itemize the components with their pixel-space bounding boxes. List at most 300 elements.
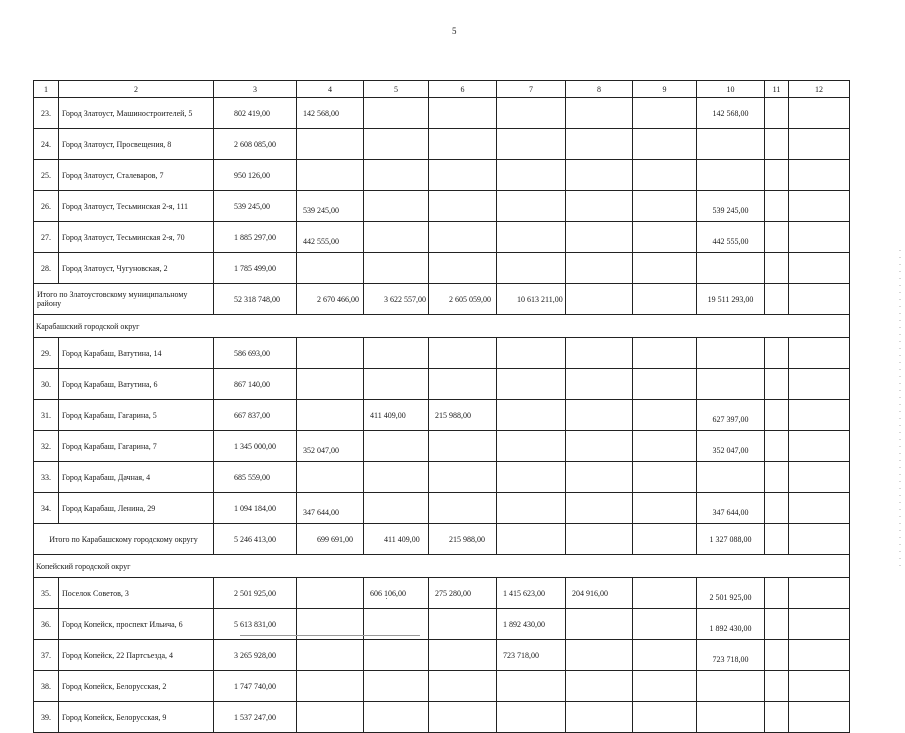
row-number: 24. bbox=[34, 129, 59, 160]
cell-c10 bbox=[697, 129, 765, 160]
cell-c12 bbox=[789, 253, 850, 284]
cell-c12 bbox=[789, 640, 850, 671]
cell-value: 347 644,00 bbox=[712, 508, 749, 517]
scan-edge-noise bbox=[899, 250, 901, 570]
cell-value: 352 047,00 bbox=[303, 446, 339, 455]
address-cell: Город Копейск, 22 Партсъезда, 4 bbox=[59, 640, 214, 671]
cell-c11 bbox=[765, 671, 789, 702]
cell-c8 bbox=[566, 338, 633, 369]
cell-c5 bbox=[364, 129, 429, 160]
cell-value: 1 885 297,00 bbox=[234, 232, 276, 242]
cell-c8 bbox=[566, 493, 633, 524]
cell-c10 bbox=[697, 493, 765, 524]
table-row bbox=[34, 129, 850, 160]
cell-c5 bbox=[364, 191, 429, 222]
cell-value: 802 419,00 bbox=[234, 108, 270, 118]
cell-value: 539 245,00 bbox=[303, 206, 339, 215]
cell-c5 bbox=[364, 369, 429, 400]
column-header-10: 10 bbox=[697, 81, 765, 98]
cell-c6 bbox=[429, 609, 497, 640]
cell-c9 bbox=[633, 671, 697, 702]
table-row bbox=[34, 702, 850, 733]
cell-c6 bbox=[429, 671, 497, 702]
cell-c4: 699 691,00 bbox=[297, 524, 364, 555]
cell-c10 bbox=[697, 338, 765, 369]
column-header-12: 12 bbox=[789, 81, 850, 98]
cell-c7 bbox=[497, 369, 566, 400]
cell-c11 bbox=[765, 400, 789, 431]
section-title: Карабашский городской округ bbox=[34, 315, 850, 338]
row-number: 31. bbox=[34, 400, 59, 431]
cell-value: 2 501 925,00 bbox=[709, 593, 752, 602]
cell-c4 bbox=[297, 222, 364, 253]
table-row bbox=[34, 578, 850, 609]
cell-c6: 215 988,00 bbox=[429, 524, 497, 555]
cell-c8 bbox=[566, 253, 633, 284]
cell-c8 bbox=[566, 462, 633, 493]
cell-c7 bbox=[497, 400, 566, 431]
address-cell: Город Копейск, проспект Ильича, 6 bbox=[59, 609, 214, 640]
table-row bbox=[34, 160, 850, 191]
cell-c11 bbox=[765, 609, 789, 640]
cell-c11 bbox=[765, 338, 789, 369]
column-header-1: 1 bbox=[34, 81, 59, 98]
cell-value: 723 718,00 bbox=[712, 655, 749, 664]
table-body bbox=[34, 81, 850, 733]
cell-c12 bbox=[789, 400, 850, 431]
cell-c9 bbox=[633, 493, 697, 524]
cell-c7 bbox=[497, 431, 566, 462]
cell-c12 bbox=[789, 222, 850, 253]
cell-c7 bbox=[497, 222, 566, 253]
cell-c11 bbox=[765, 702, 789, 733]
table-row bbox=[34, 431, 850, 462]
cell-c7 bbox=[497, 702, 566, 733]
cell-c6 bbox=[429, 493, 497, 524]
cell-c6 bbox=[429, 338, 497, 369]
table-row bbox=[34, 222, 850, 253]
funding-table bbox=[33, 80, 850, 733]
cell-c7 bbox=[497, 524, 566, 555]
cell-c4 bbox=[297, 98, 364, 129]
cell-c8 bbox=[566, 98, 633, 129]
cell-value: 2 608 085,00 bbox=[234, 139, 276, 149]
cell-c6 bbox=[429, 191, 497, 222]
cell-c7 bbox=[497, 578, 566, 609]
row-number: 30. bbox=[34, 369, 59, 400]
cell-c3 bbox=[214, 431, 297, 462]
cell-c8 bbox=[566, 369, 633, 400]
cell-c9 bbox=[633, 129, 697, 160]
address-cell: Город Карабаш, Гагарина, 7 bbox=[59, 431, 214, 462]
cell-value: 1 345 000,00 bbox=[234, 441, 276, 451]
cell-c3 bbox=[214, 369, 297, 400]
cell-c4 bbox=[297, 640, 364, 671]
total-row bbox=[34, 524, 850, 555]
cell-c11 bbox=[765, 524, 789, 555]
cell-c5 bbox=[364, 338, 429, 369]
cell-c12 bbox=[789, 524, 850, 555]
cell-c3 bbox=[214, 253, 297, 284]
cell-c4 bbox=[297, 160, 364, 191]
row-number: 37. bbox=[34, 640, 59, 671]
cell-c12 bbox=[789, 578, 850, 609]
cell-c5 bbox=[364, 671, 429, 702]
cell-c9 bbox=[633, 191, 697, 222]
cell-c11 bbox=[765, 284, 789, 315]
cell-c6 bbox=[429, 578, 497, 609]
cell-value: 215 988,00 bbox=[435, 410, 471, 420]
cell-c9 bbox=[633, 462, 697, 493]
cell-c8 bbox=[566, 640, 633, 671]
column-header-11: 11 bbox=[765, 81, 789, 98]
cell-value: 1 785 499,00 bbox=[234, 263, 276, 273]
table-row bbox=[34, 338, 850, 369]
page-number: 5 bbox=[452, 26, 457, 36]
cell-c9 bbox=[633, 338, 697, 369]
cell-c12 bbox=[789, 338, 850, 369]
cell-c9 bbox=[633, 640, 697, 671]
cell-c6 bbox=[429, 222, 497, 253]
cell-c5 bbox=[364, 160, 429, 191]
cell-c8 bbox=[566, 431, 633, 462]
address-cell: Город Златоуст, Сталеваров, 7 bbox=[59, 160, 214, 191]
cell-c7 bbox=[497, 493, 566, 524]
cell-c10 bbox=[697, 222, 765, 253]
cell-c10 bbox=[697, 702, 765, 733]
cell-c12 bbox=[789, 98, 850, 129]
cell-c8 bbox=[566, 400, 633, 431]
column-header-5: 5 bbox=[364, 81, 429, 98]
row-number: 23. bbox=[34, 98, 59, 129]
row-number: 33. bbox=[34, 462, 59, 493]
cell-c11 bbox=[765, 222, 789, 253]
address-cell: Поселок Советов, 3 bbox=[59, 578, 214, 609]
cell-value: 204 916,00 bbox=[572, 588, 608, 598]
cell-c3: 5 246 413,00 bbox=[214, 524, 297, 555]
cell-c4 bbox=[297, 702, 364, 733]
row-number: 25. bbox=[34, 160, 59, 191]
cell-value: 586 693,00 bbox=[234, 348, 270, 358]
cell-c5: 3 622 557,00 bbox=[364, 284, 429, 315]
row-number: 34. bbox=[34, 493, 59, 524]
cell-c6 bbox=[429, 640, 497, 671]
cell-c3 bbox=[214, 160, 297, 191]
total-label: Итого по Карабашскому городскому округу bbox=[34, 524, 214, 555]
cell-value: 1 415 623,00 bbox=[503, 588, 545, 598]
cell-c3 bbox=[214, 578, 297, 609]
cell-c5 bbox=[364, 702, 429, 733]
cell-c5 bbox=[364, 493, 429, 524]
cell-c3 bbox=[214, 98, 297, 129]
cell-c11 bbox=[765, 160, 789, 191]
cell-value: 950 126,00 bbox=[234, 170, 270, 180]
column-header-2: 2 bbox=[59, 81, 214, 98]
cell-c12 bbox=[789, 702, 850, 733]
cell-c11 bbox=[765, 98, 789, 129]
cell-c9 bbox=[633, 702, 697, 733]
cell-c11 bbox=[765, 369, 789, 400]
cell-value: 539 245,00 bbox=[234, 201, 270, 211]
cell-c3 bbox=[214, 640, 297, 671]
table-row bbox=[34, 609, 850, 640]
table-row bbox=[34, 640, 850, 671]
cell-c6: 2 605 059,00 bbox=[429, 284, 497, 315]
cell-c8 bbox=[566, 222, 633, 253]
cell-c5 bbox=[364, 640, 429, 671]
column-header-4: 4 bbox=[297, 81, 364, 98]
cell-c10 bbox=[697, 98, 765, 129]
cell-c4 bbox=[297, 462, 364, 493]
cell-c3 bbox=[214, 462, 297, 493]
row-number: 27. bbox=[34, 222, 59, 253]
row-number: 26. bbox=[34, 191, 59, 222]
cell-c5 bbox=[364, 98, 429, 129]
cell-c12 bbox=[789, 431, 850, 462]
row-number: 35. bbox=[34, 578, 59, 609]
cell-c4 bbox=[297, 671, 364, 702]
cell-c9 bbox=[633, 284, 697, 315]
row-number: 29. bbox=[34, 338, 59, 369]
table-row bbox=[34, 671, 850, 702]
cell-c6 bbox=[429, 160, 497, 191]
cell-value: 347 644,00 bbox=[303, 508, 339, 517]
cell-c5 bbox=[364, 462, 429, 493]
cell-c11 bbox=[765, 493, 789, 524]
cell-c12 bbox=[789, 369, 850, 400]
cell-value: 411 409,00 bbox=[370, 410, 406, 420]
table-row bbox=[34, 191, 850, 222]
cell-value: 685 559,00 bbox=[234, 472, 270, 482]
cell-c10 bbox=[697, 462, 765, 493]
cell-c7 bbox=[497, 462, 566, 493]
address-cell: Город Копейск, Белорусская, 9 bbox=[59, 702, 214, 733]
cell-c7 bbox=[497, 98, 566, 129]
address-cell: Город Карабаш, Ленина, 29 bbox=[59, 493, 214, 524]
address-cell: Город Златоуст, Просвещения, 8 bbox=[59, 129, 214, 160]
cell-c11 bbox=[765, 578, 789, 609]
cell-c12 bbox=[789, 284, 850, 315]
cell-c10 bbox=[697, 253, 765, 284]
cell-c12 bbox=[789, 462, 850, 493]
cell-c3 bbox=[214, 400, 297, 431]
cell-c4 bbox=[297, 431, 364, 462]
table-row bbox=[34, 253, 850, 284]
cell-value: 275 280,00 bbox=[435, 588, 471, 598]
cell-c9 bbox=[633, 160, 697, 191]
address-cell: Город Карабаш, Дачная, 4 bbox=[59, 462, 214, 493]
column-header-8: 8 bbox=[566, 81, 633, 98]
row-number: 32. bbox=[34, 431, 59, 462]
cell-c10 bbox=[697, 609, 765, 640]
cell-c9 bbox=[633, 524, 697, 555]
cell-c8 bbox=[566, 578, 633, 609]
cell-c6 bbox=[429, 462, 497, 493]
cell-c3: 52 318 748,00 bbox=[214, 284, 297, 315]
address-cell: Город Копейск, Белорусская, 2 bbox=[59, 671, 214, 702]
cell-c10 bbox=[697, 160, 765, 191]
cell-c12 bbox=[789, 129, 850, 160]
cell-c10 bbox=[697, 191, 765, 222]
cell-c9 bbox=[633, 400, 697, 431]
cell-c11 bbox=[765, 462, 789, 493]
cell-value: 627 397,00 bbox=[712, 415, 749, 424]
cell-c9 bbox=[633, 609, 697, 640]
cell-c5 bbox=[364, 578, 429, 609]
address-cell: Город Златоуст, Машиностроителей, 5 bbox=[59, 98, 214, 129]
cell-c6 bbox=[429, 129, 497, 160]
cell-c7 bbox=[497, 253, 566, 284]
cell-value: 1 094 184,00 bbox=[234, 503, 276, 513]
cell-c9 bbox=[633, 98, 697, 129]
address-cell: Город Карабаш, Гагарина, 5 bbox=[59, 400, 214, 431]
cell-c10 bbox=[697, 671, 765, 702]
cell-c3 bbox=[214, 671, 297, 702]
cell-c4 bbox=[297, 191, 364, 222]
total-label: Итого по Златоустовскому муниципальному району bbox=[34, 284, 214, 315]
cell-c8 bbox=[566, 524, 633, 555]
cell-c8 bbox=[566, 191, 633, 222]
table-row bbox=[34, 400, 850, 431]
cell-value: 3 265 928,00 bbox=[234, 650, 276, 660]
cell-value: 606 106,00 bbox=[370, 588, 406, 598]
cell-c6 bbox=[429, 400, 497, 431]
cell-c3 bbox=[214, 493, 297, 524]
cell-c7 bbox=[497, 160, 566, 191]
column-header-3: 3 bbox=[214, 81, 297, 98]
cell-c11 bbox=[765, 191, 789, 222]
cell-c10 bbox=[697, 578, 765, 609]
cell-value: 723 718,00 bbox=[503, 650, 539, 660]
cell-c10 bbox=[697, 400, 765, 431]
cell-c5 bbox=[364, 222, 429, 253]
cell-c6 bbox=[429, 369, 497, 400]
section-row bbox=[34, 315, 850, 338]
cell-c8 bbox=[566, 129, 633, 160]
scan-bottom-line bbox=[240, 635, 420, 636]
section-title: Копейский городской округ bbox=[34, 555, 850, 578]
cell-c4 bbox=[297, 369, 364, 400]
table-row bbox=[34, 369, 850, 400]
cell-c7 bbox=[497, 609, 566, 640]
cell-c7: 10 613 211,00 bbox=[497, 284, 566, 315]
cell-c11 bbox=[765, 129, 789, 160]
cell-c11 bbox=[765, 640, 789, 671]
cell-c8 bbox=[566, 284, 633, 315]
cell-c4 bbox=[297, 400, 364, 431]
cell-c10 bbox=[697, 640, 765, 671]
cell-c11 bbox=[765, 431, 789, 462]
cell-c4 bbox=[297, 129, 364, 160]
total-row bbox=[34, 284, 850, 315]
table-row bbox=[34, 493, 850, 524]
row-number: 28. bbox=[34, 253, 59, 284]
cell-c3 bbox=[214, 338, 297, 369]
cell-c8 bbox=[566, 702, 633, 733]
cell-c11 bbox=[765, 253, 789, 284]
cell-c9 bbox=[633, 431, 697, 462]
cell-c8 bbox=[566, 609, 633, 640]
row-number: 39. bbox=[34, 702, 59, 733]
cell-c5 bbox=[364, 400, 429, 431]
cell-c3 bbox=[214, 222, 297, 253]
cell-c8 bbox=[566, 160, 633, 191]
cell-c7 bbox=[497, 129, 566, 160]
cell-c12 bbox=[789, 671, 850, 702]
cell-c12 bbox=[789, 191, 850, 222]
cell-value: 142 568,00 bbox=[303, 108, 339, 118]
cell-value: 539 245,00 bbox=[712, 206, 749, 215]
column-header-9: 9 bbox=[633, 81, 697, 98]
cell-c10: 19 511 293,00 bbox=[697, 284, 765, 315]
cell-c6 bbox=[429, 702, 497, 733]
cell-c4 bbox=[297, 578, 364, 609]
column-header-7: 7 bbox=[497, 81, 566, 98]
cell-c4 bbox=[297, 493, 364, 524]
row-number: 38. bbox=[34, 671, 59, 702]
address-cell: Город Златоуст, Тесьминская 2-я, 111 bbox=[59, 191, 214, 222]
cell-value: 142 568,00 bbox=[712, 108, 749, 118]
cell-c12 bbox=[789, 609, 850, 640]
header-row bbox=[34, 81, 850, 98]
address-cell: Город Златоуст, Чугуновская, 2 bbox=[59, 253, 214, 284]
cell-c4 bbox=[297, 338, 364, 369]
cell-c10 bbox=[697, 431, 765, 462]
cell-c7 bbox=[497, 191, 566, 222]
cell-value: 1 892 430,00 bbox=[503, 619, 545, 629]
cell-c7 bbox=[497, 671, 566, 702]
cell-value: 867 140,00 bbox=[234, 379, 270, 389]
cell-value: 1 892 430,00 bbox=[709, 624, 752, 633]
cell-value: 667 837,00 bbox=[234, 410, 270, 420]
cell-c9 bbox=[633, 578, 697, 609]
cell-c5 bbox=[364, 253, 429, 284]
cell-c10: 1 327 088,00 bbox=[697, 524, 765, 555]
cell-c7 bbox=[497, 338, 566, 369]
cell-value: 352 047,00 bbox=[712, 446, 749, 455]
cell-c12 bbox=[789, 160, 850, 191]
cell-value: 2 501 925,00 bbox=[234, 588, 276, 598]
cell-c3 bbox=[214, 191, 297, 222]
cell-c4: 2 670 466,00 bbox=[297, 284, 364, 315]
table-row bbox=[34, 462, 850, 493]
cell-c3 bbox=[214, 702, 297, 733]
address-cell: Город Карабаш, Ватутина, 6 bbox=[59, 369, 214, 400]
cell-value: 442 555,00 bbox=[303, 237, 339, 246]
table-row bbox=[34, 98, 850, 129]
column-header-6: 6 bbox=[429, 81, 497, 98]
scan-dot bbox=[386, 598, 387, 599]
cell-value: 5 613 831,00 bbox=[234, 619, 276, 629]
cell-c9 bbox=[633, 253, 697, 284]
address-cell: Город Карабаш, Ватутина, 14 bbox=[59, 338, 214, 369]
cell-c4 bbox=[297, 253, 364, 284]
cell-c3 bbox=[214, 129, 297, 160]
cell-value: 442 555,00 bbox=[712, 237, 749, 246]
cell-c9 bbox=[633, 369, 697, 400]
cell-c5 bbox=[364, 431, 429, 462]
address-cell: Город Златоуст, Тесьминская 2-я, 70 bbox=[59, 222, 214, 253]
cell-c7 bbox=[497, 640, 566, 671]
section-row bbox=[34, 555, 850, 578]
cell-c6 bbox=[429, 98, 497, 129]
cell-c9 bbox=[633, 222, 697, 253]
cell-c10 bbox=[697, 369, 765, 400]
cell-c5: 411 409,00 bbox=[364, 524, 429, 555]
cell-value: 1 747 740,00 bbox=[234, 681, 276, 691]
cell-c6 bbox=[429, 431, 497, 462]
row-number: 36. bbox=[34, 609, 59, 640]
